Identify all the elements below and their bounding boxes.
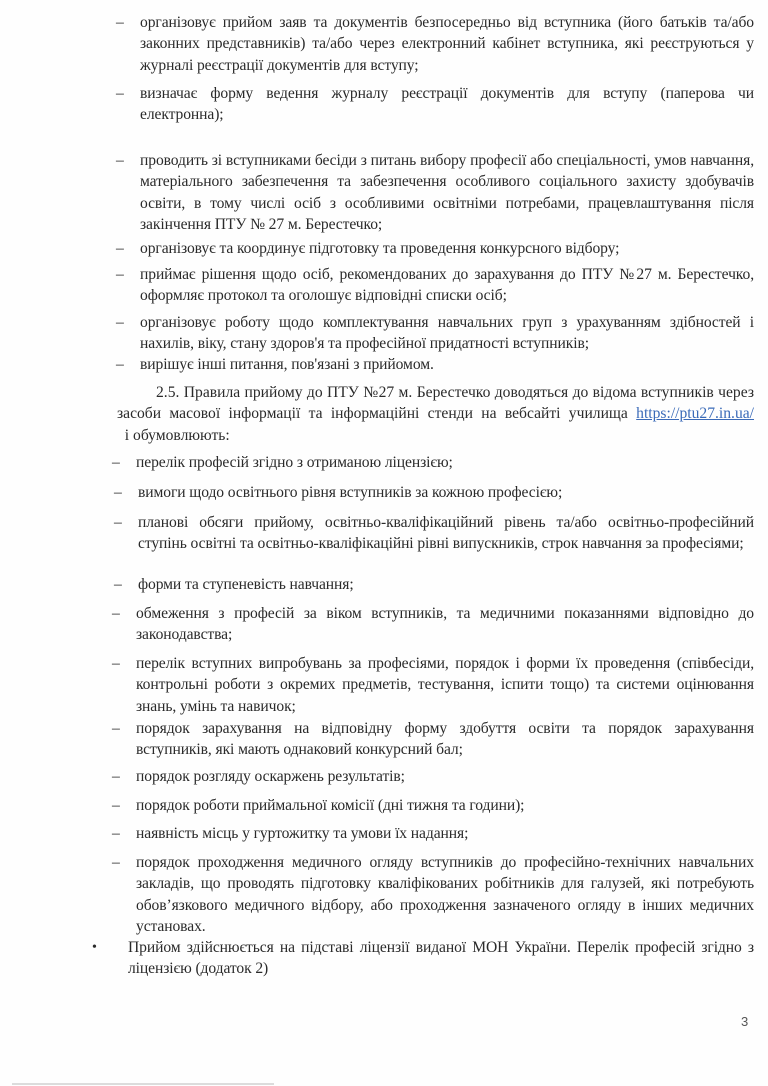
list-item-text: наявність місць у гуртожитку та умови їх надання;: [136, 825, 469, 842]
list-item-text: визначає форму ведення журналу реєстрації документів для вступу (паперова чи електронна);: [140, 85, 754, 124]
list-item: [112, 852, 754, 938]
dash-marker: –: [116, 85, 124, 102]
bullet-item: [92, 937, 754, 980]
page-number: 3: [741, 1014, 749, 1029]
dash-marker: –: [116, 240, 124, 257]
dash-marker: –: [112, 854, 120, 871]
list-item: [116, 12, 754, 76]
list-item-text: організовує та координує підготовку та проведення конкурсного відбору;: [140, 240, 620, 257]
list-item: [112, 766, 754, 787]
list-item-text: форми та ступеневість навчання;: [138, 576, 354, 593]
list-item-text: приймає рішення щодо осіб, рекомендованих до зарахування до ПТУ №27 м. Берестечко, оформляє протокол та оголошує відповідні списки осіб;: [140, 266, 754, 305]
list-item-text: перелік вступних випробувань за професіями, порядок і форми їх проведення (співбесіди, контрольні роботи з окремих предметів, тестування, іспити тощо) та системи оцінювання знань, умінь та навичок;: [136, 655, 754, 715]
list-item-text: організовує роботу щодо комплектування навчальних груп з урахуванням здібностей і нахилів, віку, стану здоров'я та професійної придатності вступників;: [140, 314, 754, 353]
list-item: [112, 718, 754, 761]
dash-marker: –: [114, 514, 122, 531]
list-item: [116, 312, 754, 355]
dash-marker: –: [112, 720, 120, 737]
bullet-item-text: Прийом здійснюється на підставі ліцензії виданої МОН України. Перелік професій згідно з ліцензією (додаток 2): [128, 939, 754, 978]
paragraph-text-tail: і обумовлюють:: [117, 426, 230, 444]
list-item: [112, 823, 754, 844]
dash-marker: –: [114, 484, 122, 501]
list-item-text: порядок роботи приймальної комісії (дні тижня та години);: [136, 797, 525, 814]
list-item-text: організовує прийом заяв та документів безпосередньо від вступника (його батьків та/або законних представників) та/або через електронний кабінет вступника, які реєструються у журналі реєстрації документів для вступу;: [140, 14, 754, 74]
dash-marker: –: [112, 768, 120, 785]
dash-marker: –: [112, 797, 120, 814]
list-item: [116, 83, 754, 126]
dash-marker: –: [116, 356, 124, 373]
list-item-text: проводить зі вступниками бесіди з питань вибору професії або спеціальності, умов навчання, матеріального забезпечення та забезпечення особливого соціального захисту здобувачів освіти, в тому числі осіб з особливими освітніми потребами, працевлаштування після закінчення ПТУ № 27 м. Берестечко;: [140, 152, 754, 234]
bullet-marker: •: [92, 940, 97, 955]
list-item-text: вирішує інші питання, пов'язані з прийомом.: [140, 356, 434, 373]
dash-marker: –: [112, 825, 120, 842]
list-item: [114, 482, 754, 503]
list-item: [114, 574, 754, 595]
list-item: [112, 603, 754, 646]
list-item: [116, 264, 754, 307]
list-item-text: планові обсяги прийому, освітньо-кваліфікаційний рівень та/або освітньо-професійний ступінь освітні та освітньо-кваліфікаційні рівні випускників, строк навчання за професіями;: [138, 514, 754, 553]
dash-marker: –: [116, 14, 124, 31]
dash-marker: –: [116, 266, 124, 283]
dash-marker: –: [112, 605, 120, 622]
paragraph-text: 2.5. Правила прийому до ПТУ №27 м. Берестечко доводяться до відома вступників через засоби масової інформації та інформаційні стенди на вебсайті училища: [117, 384, 754, 423]
list-item-text: порядок зарахування на відповідну форму здобуття освіти та порядок зарахування вступників, які мають однаковий конкурсний бал;: [136, 720, 754, 759]
list-item: [112, 653, 754, 717]
list-item: [112, 795, 754, 816]
dash-marker: –: [112, 655, 120, 672]
list-item: [116, 238, 754, 259]
list-item-text: перелік професій згідно з отриманою ліцензією;: [136, 454, 453, 471]
paragraph-2-5: [117, 382, 754, 446]
list-item-text: вимоги щодо освітнього рівня вступників за кожною професією;: [138, 484, 563, 501]
list-item: [112, 452, 754, 473]
dash-marker: –: [112, 454, 120, 471]
list-item: [114, 512, 754, 555]
website-link[interactable]: https://ptu27.in.ua/: [636, 405, 754, 423]
list-item-text: порядок розгляду оскаржень результатів;: [136, 768, 405, 785]
dash-marker: –: [114, 576, 122, 593]
list-item-text: обмеження з професій за віком вступників, та медичними показаннями відповідно до законодавства;: [136, 605, 754, 644]
list-item: [116, 354, 754, 375]
dash-marker: –: [116, 314, 124, 331]
dash-marker: –: [116, 152, 124, 169]
scan-artifact-divider: [12, 1083, 274, 1085]
list-item-text: порядок проходження медичного огляду вступників до професійно-технічних навчальних закладів, що проводять підготовку кваліфікованих робітників для галузей, які потребують обов’язкового медичного відбору, або проходження зазначеного огляду в інших медичних установах.: [136, 854, 754, 936]
list-item: [116, 150, 754, 236]
